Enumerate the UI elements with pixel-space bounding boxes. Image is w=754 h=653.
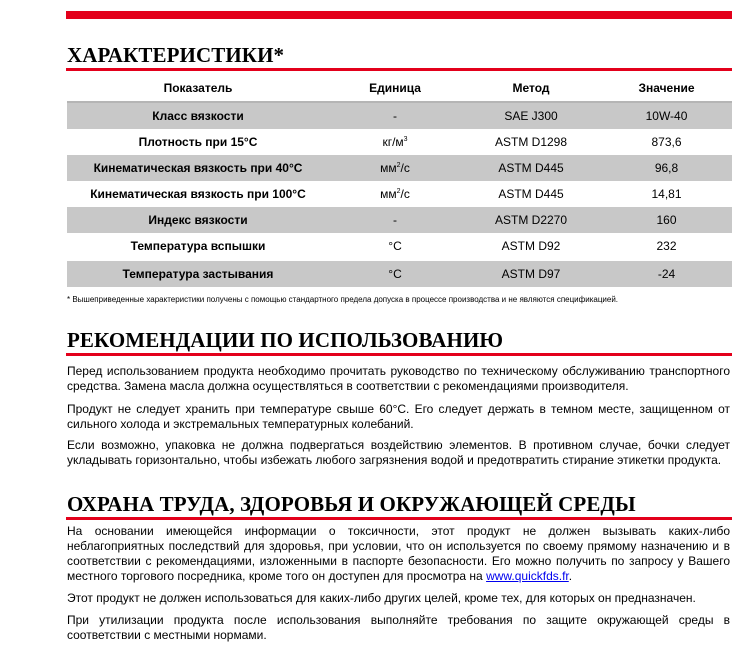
row-value: 10W-40 xyxy=(601,102,732,129)
header-unit: Единица xyxy=(369,81,421,95)
row-unit: - xyxy=(329,102,461,129)
row-method: ASTM D445 xyxy=(498,187,564,201)
row-method: ASTM D1298 xyxy=(494,135,568,149)
row-param: Температура вспышки xyxy=(130,239,266,253)
table-row xyxy=(67,129,732,155)
row-value: 96,8 xyxy=(601,155,732,181)
row-unit: $кг/м^3$ xyxy=(382,135,408,149)
table-row xyxy=(67,260,732,287)
safety-rule xyxy=(66,517,732,520)
table-row xyxy=(67,181,732,207)
characteristics-title: ХАРАКТЕРИСТИКИ* xyxy=(67,43,285,67)
recommendations-paragraph-2: Продукт не следует хранить при температуре свыше 60°С. Его следует держать в темном месте, защищенном от сильного холода и экстремальных температурных колебаний. xyxy=(67,402,730,431)
row-value: -24 xyxy=(601,260,732,287)
characteristics-footnote: * Вышеприведенные характеристики получены с помощью стандартного предела допуска в процессе производства и не являются спецификацией. xyxy=(67,295,619,304)
header-param: Показатель xyxy=(163,81,233,95)
row-param: Индекс вязкости xyxy=(67,207,329,233)
row-unit: - xyxy=(329,207,461,233)
recommendations-title: РЕКОМЕНДАЦИИ ПО ИСПОЛЬЗОВАНИЮ xyxy=(67,328,504,352)
quickfds-link[interactable]: www.quickfds.fr xyxy=(486,569,569,583)
row-param: Кинематическая вязкость при 40°С xyxy=(67,155,329,181)
row-method: SAE J300 xyxy=(461,102,601,129)
row-method: ASTM D445 xyxy=(461,155,601,181)
safety-title: ОХРАНА ТРУДА, ЗДОРОВЬЯ И ОКРУЖАЮЩЕЙ СРЕДЫ xyxy=(67,492,636,516)
table-header-row xyxy=(67,75,732,102)
safety-paragraph-1: На основании имеющейся информации о токсичности, этот продукт не должен вызывать каких-либо неблагоприятных последствий для здоровья, при условии, что он используется по своему прямому назначению и в соответствии с рекомендациями, изложенными в паспорте безопасности. Его можно получить по запросу у Вашего местного торгового посредника, кроме того он доступен для просмотра на www.quickfds.fr. xyxy=(67,524,730,583)
table-row xyxy=(67,102,732,129)
safety-paragraph-2: Этот продукт не должен использоваться для каких-либо других целей, кроме тех, для которых он предназначен. xyxy=(67,591,696,605)
header-value: Значение xyxy=(638,81,695,95)
characteristics-rule xyxy=(66,68,732,71)
row-method: ASTM D97 xyxy=(461,260,601,287)
recommendations-paragraph-3: Если возможно, упаковка не должна подвергаться воздействию элементов. В противном случае, бочки следует укладывать горизонтально, чтобы избежать любого загрязнения водой и предотвратить стирание этикетки продукта. xyxy=(67,438,730,467)
row-method: ASTM D2270 xyxy=(461,207,601,233)
top-accent-bar xyxy=(66,11,732,19)
row-unit: $мм^2/с$ xyxy=(329,155,461,181)
row-unit: °С xyxy=(388,239,402,253)
row-param: Температура застывания xyxy=(67,260,329,287)
row-value: 160 xyxy=(601,207,732,233)
row-param: Класс вязкости xyxy=(67,102,329,129)
row-unit: °С xyxy=(329,260,461,287)
table-row xyxy=(67,155,732,181)
characteristics-table xyxy=(67,75,732,287)
safety-paragraph-3: При утилизации продукта после использования выполняйте требования по защите окружающей среды в соответствии с местными нормами. xyxy=(67,613,730,642)
row-unit: $мм^2/с$ xyxy=(380,187,410,201)
row-value: 14,81 xyxy=(651,187,682,201)
row-method: ASTM D92 xyxy=(501,239,561,253)
row-param: Плотность при 15°С xyxy=(138,135,258,149)
row-value: 873,6 xyxy=(651,135,682,149)
recommendations-paragraph-1: Перед использованием продукта необходимо прочитать руководство по техническому обслуживанию транспортного средства. Замена масла должна осуществляться в соответствии с рекомендациями производителя. xyxy=(67,364,730,393)
table-row xyxy=(67,233,732,260)
row-value: 232 xyxy=(656,239,677,253)
table-row xyxy=(67,207,732,233)
header-method: Метод xyxy=(512,81,550,95)
recommendations-rule xyxy=(66,353,732,356)
row-param: Кинематическая вязкость при 100°С xyxy=(90,187,306,201)
